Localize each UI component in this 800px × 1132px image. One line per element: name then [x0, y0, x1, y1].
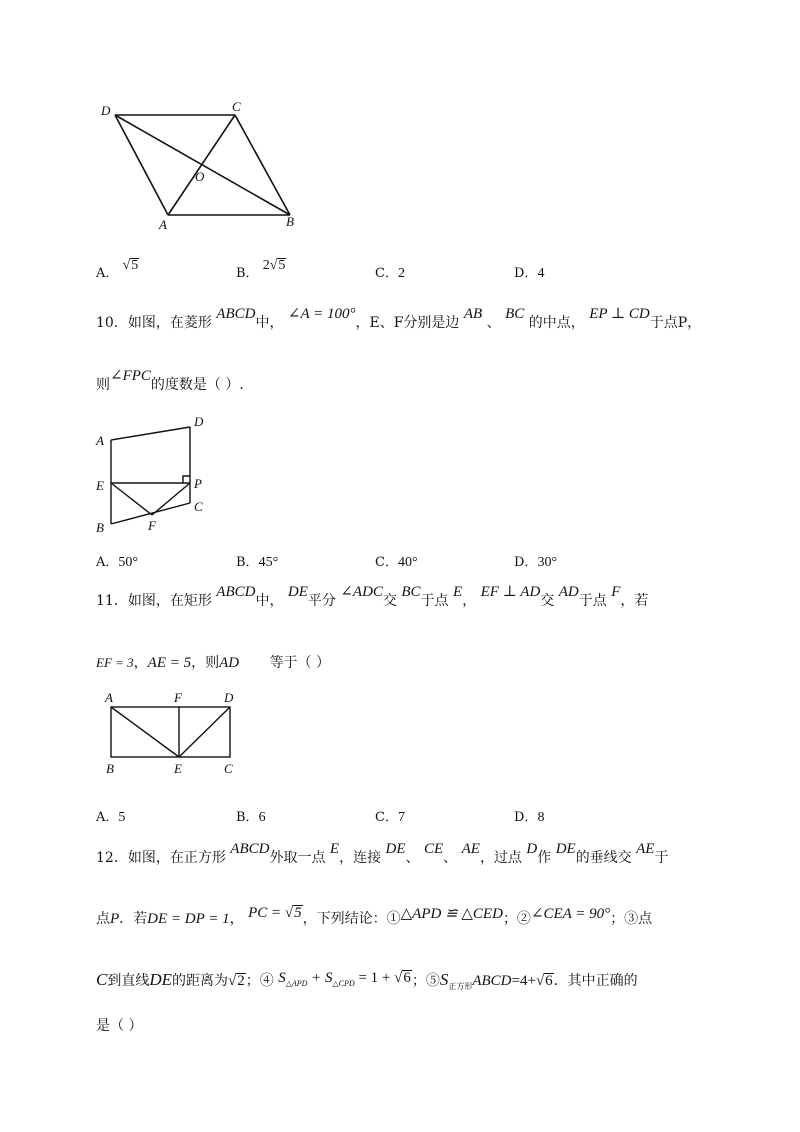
label-d: D [101, 103, 111, 118]
math-de: DE [149, 970, 173, 989]
q10-line-2: 则∠FPC的度数是（ ）. [96, 368, 244, 393]
sqrt-radicand: 6 [545, 973, 553, 989]
sqrt-radicand: 5 [278, 258, 286, 273]
math-sqrt2: √2 [228, 973, 245, 989]
q10-option-c[interactable]: C．40° [375, 555, 418, 570]
math-shape: ABCD [216, 584, 256, 600]
sqrt-radicand: 2 [237, 973, 245, 989]
label-f: F [148, 518, 156, 533]
question-number: 12． [96, 850, 128, 866]
math-de: DE [555, 841, 576, 857]
q11-option-d[interactable]: D．8 [514, 810, 545, 825]
math-ae: AE [636, 841, 655, 857]
math-pc: PC = √5 [248, 905, 302, 921]
math-perpendicular: EP ⊥ CD [589, 306, 650, 322]
math-area-sum: $S_{\triangle APD} + S_{\triangle CPD} = 1 + √6$ [278, 970, 411, 988]
label-b: B [106, 761, 114, 776]
q9-option-d[interactable]: D．4 [514, 266, 545, 281]
q12-line-3: C到直线DE的距离为√2；④ $S_{\triangle APD} + S_{\triangle CPD} = 1 + √6$；$⑤S_{正方形}ABCD=4+√6$．其中正确的 [96, 970, 638, 991]
math-de-dp: DE = DP = 1 [147, 911, 230, 927]
math-de: DE [287, 584, 308, 600]
math-de: DE [385, 841, 406, 857]
q11-option-c[interactable]: C．7 [375, 810, 405, 825]
math-congruent: △APD ≌ △CED [400, 906, 503, 922]
q11-line-1: 11．如图，在矩形 ABCD中， DE平分 ∠ADC交 BC于点 E， EF ⊥ AD交 AD于点 F，若 [96, 584, 649, 609]
math-bc: BC [401, 584, 421, 600]
math-side-bc: BC [505, 306, 525, 322]
math-f: F [611, 584, 621, 600]
q9-option-b[interactable]: B． 2√5 [236, 258, 286, 281]
label-f: F [174, 690, 182, 705]
label-p: P [194, 476, 202, 491]
q11-line-2: EF = 3，AE = 5，则AD 等于（ ） [96, 655, 331, 671]
q12-line-1: 12．如图，在正方形 ABCD外取一点 E，连接 DE、 CE、 AE，过点 D作 DE的垂线交 AE于 [96, 841, 669, 866]
label-e: E [96, 478, 104, 493]
math-angle-cea: ∠CEA = 90° [530, 906, 611, 922]
label-a: A [96, 433, 104, 448]
question-number: 10． [96, 315, 128, 331]
sqrt-radicand: 5 [294, 905, 302, 921]
math-ae: AE = 5 [147, 655, 192, 671]
label-a: A [105, 690, 113, 705]
q11-option-b[interactable]: B．6 [236, 810, 266, 825]
label-b: B [286, 214, 294, 229]
math-shape: ABCD [216, 306, 256, 322]
math-angle-fpc: ∠FPC [110, 368, 151, 384]
math-angle-adc: ∠ADC [340, 584, 383, 600]
math-square-area: $S_{正方形}ABCD=4+√6$ [439, 970, 553, 991]
figure-q9-parallelogram [95, 95, 310, 235]
q10-line-1: 10．如图，在菱形 ABCD中， ∠A = 100°，E、F分别是边 AB 、 BC 的中点， EP ⊥ CD于点P， [96, 306, 702, 331]
label-c: C [224, 761, 233, 776]
q10-option-a[interactable]: A．50° [96, 555, 138, 570]
math-ad: AD [558, 584, 579, 600]
label-d: D [224, 690, 234, 705]
math-p: P [110, 911, 120, 927]
q9-option-c[interactable]: C．2 [375, 266, 405, 281]
math-ce: CE [423, 841, 444, 857]
math-side-ab: AB [463, 306, 483, 322]
math-angle: ∠A = 100° [287, 306, 356, 322]
math-ad: AD [219, 655, 240, 671]
q9-option-a[interactable]: A． √5 [96, 258, 139, 281]
question-number: 11． [96, 593, 128, 609]
label-o: O [195, 169, 205, 184]
math-ae: AE [461, 841, 480, 857]
q10-option-d[interactable]: D．30° [514, 555, 558, 570]
math-ef: EF = 3 [96, 655, 134, 670]
label-c: C [232, 99, 241, 114]
sqrt-radicand: 5 [131, 258, 139, 273]
q12-line-2: 点P．若DE = DP = 1， PC = √5，下列结论：①△APD ≌ △CED；②∠CEA = 90°；③点 [96, 905, 653, 927]
label-c: C [194, 499, 203, 514]
sqrt-radicand: 6 [403, 970, 411, 986]
q12-line-4: 是（ ） [96, 1018, 143, 1034]
math-d: D [526, 841, 538, 857]
label-d: D [194, 414, 204, 429]
figure-q11-rectangle [100, 688, 245, 778]
math-perpendicular: EF ⊥ AD [480, 584, 541, 600]
label-a: A [159, 217, 167, 232]
q10-option-b[interactable]: B．45° [236, 555, 279, 570]
label-b: B [96, 520, 104, 535]
math-c: C [96, 970, 108, 989]
figure-q10-rhombus [92, 408, 217, 540]
q11-option-a[interactable]: A．5 [96, 810, 126, 825]
math-e: E [453, 584, 463, 600]
math-e: E [329, 841, 340, 857]
label-e: E [174, 761, 182, 776]
math-shape: ABCD [230, 841, 270, 857]
